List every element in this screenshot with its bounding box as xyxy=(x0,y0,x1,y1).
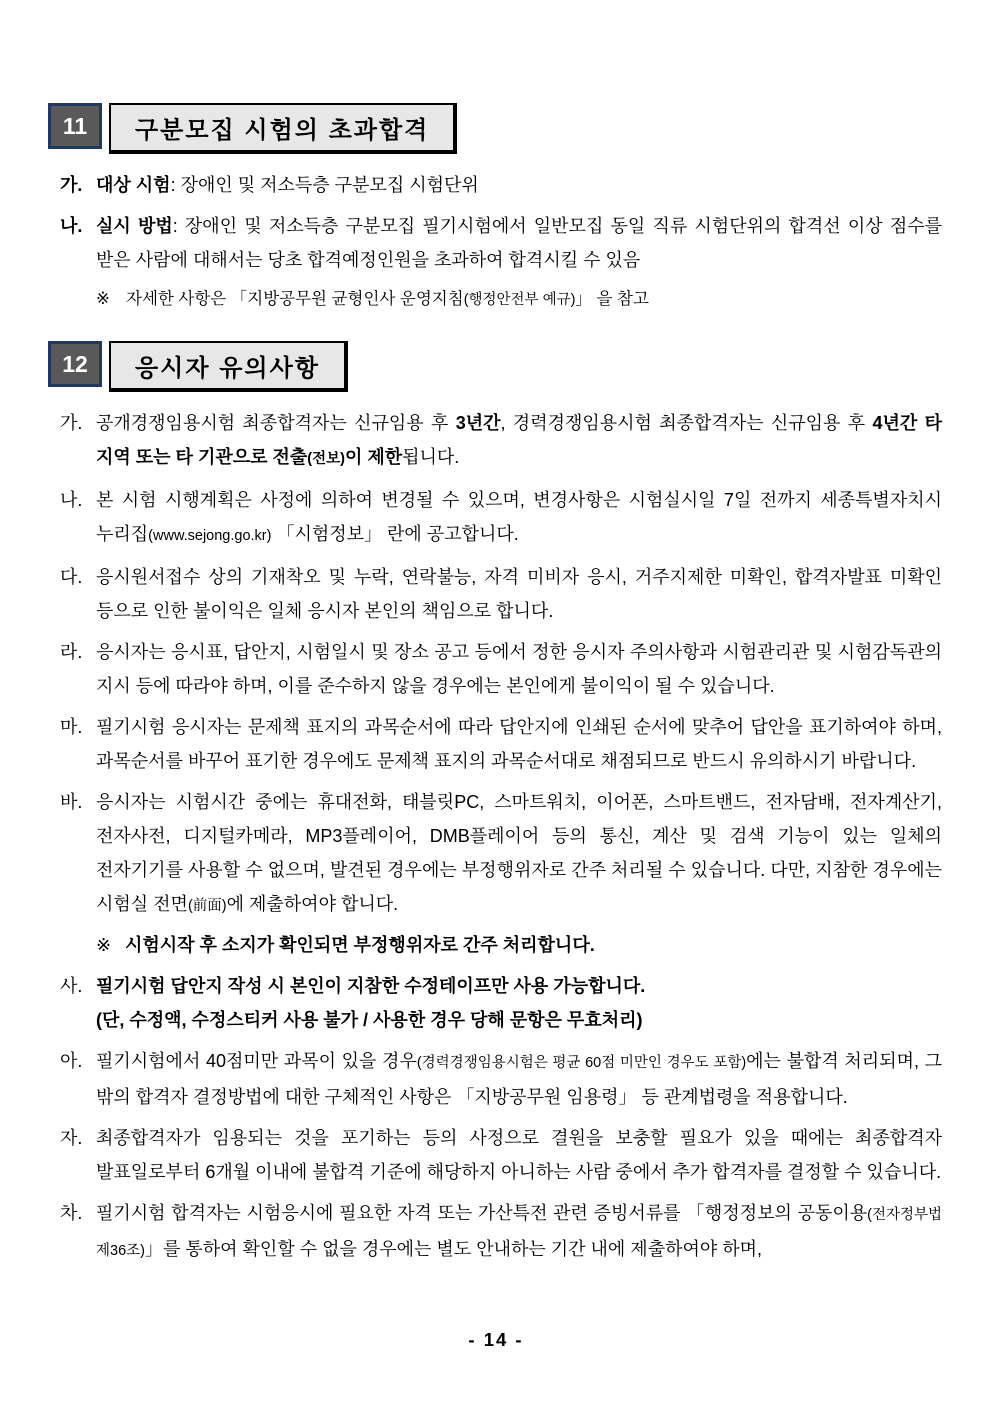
item-label: 사. xyxy=(60,976,83,996)
text-run: 응시자는 시험시간 중에는 휴대전화, 태블릿PC, 스마트워치, 이어폰, 스마트밴드, 전자담배, 전자계산기, 전자사전, 디지털카메라, MP3플레이어, DMB플레이어 등의 통신, 계산 및 검색 기능이 있는 일체의 전자기기를 사용할 수 없으며, 발견된 경우에는 부정행위자로 간주 처리될 수 있습니다. 다만, 지참한 경우에는 시험실 전면 xyxy=(96,792,942,914)
list-item xyxy=(60,785,942,923)
text-run: (www.sejong.go.kr) xyxy=(148,528,272,544)
text-run: 3년간 xyxy=(455,413,501,433)
list-item xyxy=(60,168,942,202)
text-run: 4년간 타 지역 또는 타 기관으로 전출 xyxy=(96,413,943,467)
item-text xyxy=(126,290,649,308)
list-item xyxy=(60,483,942,553)
item-text xyxy=(96,216,942,270)
item-text xyxy=(96,1051,942,1107)
item-label: 라. xyxy=(60,642,83,662)
page-number: - 14 - xyxy=(468,1329,524,1350)
text-run: 필기시험 응시자는 문제책 표지의 과목순서에 따라 답안지에 인쇄된 순서에 맞추어 답안을 표기하여야 하며, 과목순서를 바꾸어 표기한 경우에도 문제책 표지의 과목순서대로 채점되므로 반드시 유의하시기 바랍니다. xyxy=(96,717,942,771)
text-run: 「시험정보」 란에 공고합니다. xyxy=(271,524,519,544)
item-label: 아. xyxy=(60,1051,83,1071)
section-12-items xyxy=(60,406,942,1268)
list-item xyxy=(60,406,942,476)
item-label: 가. xyxy=(60,175,83,195)
item-text xyxy=(96,1203,942,1259)
list-item xyxy=(60,1044,942,1114)
text-run: (전보) xyxy=(307,451,345,467)
item-label: 바. xyxy=(60,792,83,812)
item-text xyxy=(125,935,595,955)
text-run: 이 제한 xyxy=(344,447,403,467)
item-text xyxy=(96,567,942,621)
text-run: (전자정부법 제36조) xyxy=(96,1207,942,1259)
list-item xyxy=(60,969,942,1037)
section-11-header xyxy=(48,103,942,154)
list-item xyxy=(60,560,942,628)
section-number-badge: 12 xyxy=(48,341,102,387)
text-run: 실시 방법 xyxy=(96,216,173,236)
section-title: 구분모집 시험의 초과합격 xyxy=(109,103,457,154)
text-run: 대상 시험 xyxy=(96,175,171,195)
item-label: 마. xyxy=(60,717,83,737)
text-run: : 장애인 및 저소득층 구분모집 시험단위 xyxy=(170,175,479,195)
text-run: 」 을 참고 xyxy=(575,290,649,308)
text-run: 필기시험 답안지 작성 시 본인이 지참한 수정테이프만 사용 가능합니다. xyxy=(96,976,646,996)
item-label: 나. xyxy=(60,216,83,236)
item-text xyxy=(96,175,479,195)
text-run: 에는 불합격 처리되며, 그 밖의 합격자 결정방법에 대한 구체적인 사항은 「지방공무원 임용령」 등 관계법령을 적용합니다. xyxy=(96,1051,943,1107)
item-label: 자. xyxy=(60,1128,83,1148)
section-11 xyxy=(48,103,942,315)
item-label: ※ xyxy=(96,290,110,308)
text-run: 본 시험 시행계획은 사정에 의하여 변경될 수 있으며, 변경사항은 시험실시일 7일 전까지 세종특별자치시 누리집 xyxy=(96,490,942,544)
section-12-header xyxy=(48,341,942,392)
list-item xyxy=(60,1196,942,1268)
item-text xyxy=(96,792,942,914)
item-label: 가. xyxy=(60,413,83,433)
text-run: 됩니다. xyxy=(402,447,460,467)
text-run: 응시원서접수 상의 기재착오 및 누락, 연락불능, 자격 미비자 응시, 거주지제한 미확인, 합격자발표 미확인 등으로 인한 불이익은 일체 응시자 본인의 책임으로 합니다. xyxy=(96,567,942,621)
text-run: 자세한 사항은 「지방공무원 균형인사 운영지침 xyxy=(126,290,464,308)
item-text xyxy=(96,717,942,771)
item-text xyxy=(96,642,942,696)
text-run: 」를 통하여 확인할 수 없을 경우에는 별도 안내하는 기간 내에 제출하여야 하며, xyxy=(144,1239,763,1259)
text-run: 필기시험 합격자는 시험응시에 필요한 자격 또는 가산특전 관련 증빙서류를 「행정정보의 공동이용 xyxy=(96,1203,868,1223)
text-run: 공개경쟁임용시험 최종합격자는 신규임용 후 xyxy=(96,413,456,433)
item-label: 차. xyxy=(60,1203,83,1223)
text-run: , 경력경쟁임용시험 최종합격자는 신규임용 후 xyxy=(500,413,873,433)
text-run: : 장애인 및 저소득층 구분모집 필기시험에서 일반모집 동일 직류 시험단위의 합격선 이상 점수를 받은 사람에 대해서는 당초 합격예정인원을 초과하여 합격시킬 수 있음 xyxy=(96,216,942,270)
text-run: (행정안전부 예규) xyxy=(463,292,576,308)
item-text xyxy=(96,976,645,1030)
text-run: (단, 수정액, 수정스티커 사용 불가 / 사용한 경우 당해 문항은 무효처리) xyxy=(96,1010,643,1030)
text-run: (경력경쟁임용시험은 평균 60점 미만인 경우도 포함) xyxy=(416,1055,747,1071)
section-number-badge: 11 xyxy=(48,103,102,149)
text-run: 에 제출하여야 합니다. xyxy=(226,894,399,914)
text-run: 최종합격자가 임용되는 것을 포기하는 등의 사정으로 결원을 보충할 필요가 있을 때에는 최종합격자 발표일로부터 6개월 이내에 불합격 기준에 해당하지 아니하는 사람 중에서 추가 합격자를 결정할 수 있습니다. xyxy=(96,1128,942,1182)
text-run: 응시자는 응시표, 답안지, 시험일시 및 장소 공고 등에서 정한 응시자 주의사항과 시험관리관 및 시험감독관의 지시 등에 따라야 하며, 이를 준수하지 않을 경우에는 본인에게 불이익이 될 수 있습니다. xyxy=(96,642,942,696)
note-item xyxy=(96,284,942,315)
item-text xyxy=(96,490,942,544)
note-item xyxy=(96,928,942,962)
item-label: ※ xyxy=(96,935,112,955)
text-run: (前面) xyxy=(187,898,227,914)
section-title: 응시자 유의사항 xyxy=(109,341,348,392)
list-item xyxy=(60,209,942,277)
section-12 xyxy=(48,341,942,1268)
item-label: 나. xyxy=(60,490,83,510)
list-item xyxy=(60,710,942,778)
section-11-items xyxy=(60,168,942,315)
text-run: 시험시작 후 소지가 확인되면 부정행위자로 간주 처리합니다. xyxy=(125,935,595,955)
list-item xyxy=(60,635,942,703)
list-item xyxy=(60,1121,942,1189)
item-text xyxy=(96,413,942,467)
item-text xyxy=(96,1128,942,1182)
item-label: 다. xyxy=(60,567,83,587)
text-run: 필기시험에서 40점미만 과목이 있을 경우 xyxy=(96,1051,417,1071)
